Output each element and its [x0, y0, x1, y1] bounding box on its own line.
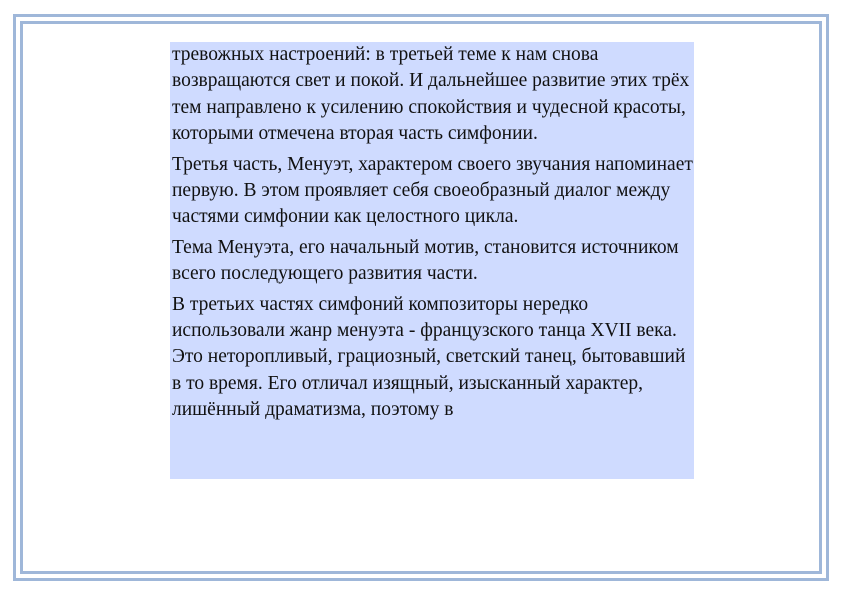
paragraph: В третьих частях симфоний композиторы нередко использовали жанр менуэта - французского танца XVII века. Это неторопливый, грациозный, светский танец, бытовавший в то время. Его отличал изящный, изысканный характер, лишённый драматизма, поэтому в	[172, 293, 686, 421]
text-block	[170, 42, 694, 479]
paragraph: тревожных настроений: в третьей теме к нам снова возвращаются свет и покой. И дальнейшее развитие этих трёх тем направлено к усилению спокойствия и чудесной красоты, которыми отмечена вторая часть симфонии.	[172, 44, 690, 145]
paragraph: Тема Менуэта, его начальный мотив, становится источником всего последующего развития части.	[172, 236, 679, 285]
paragraph: Третья часть, Менуэт, характером своего звучания напоминает первую. В этом проявляет себя своеобразный диалог между частями симфонии как целостного цикла.	[172, 153, 693, 228]
